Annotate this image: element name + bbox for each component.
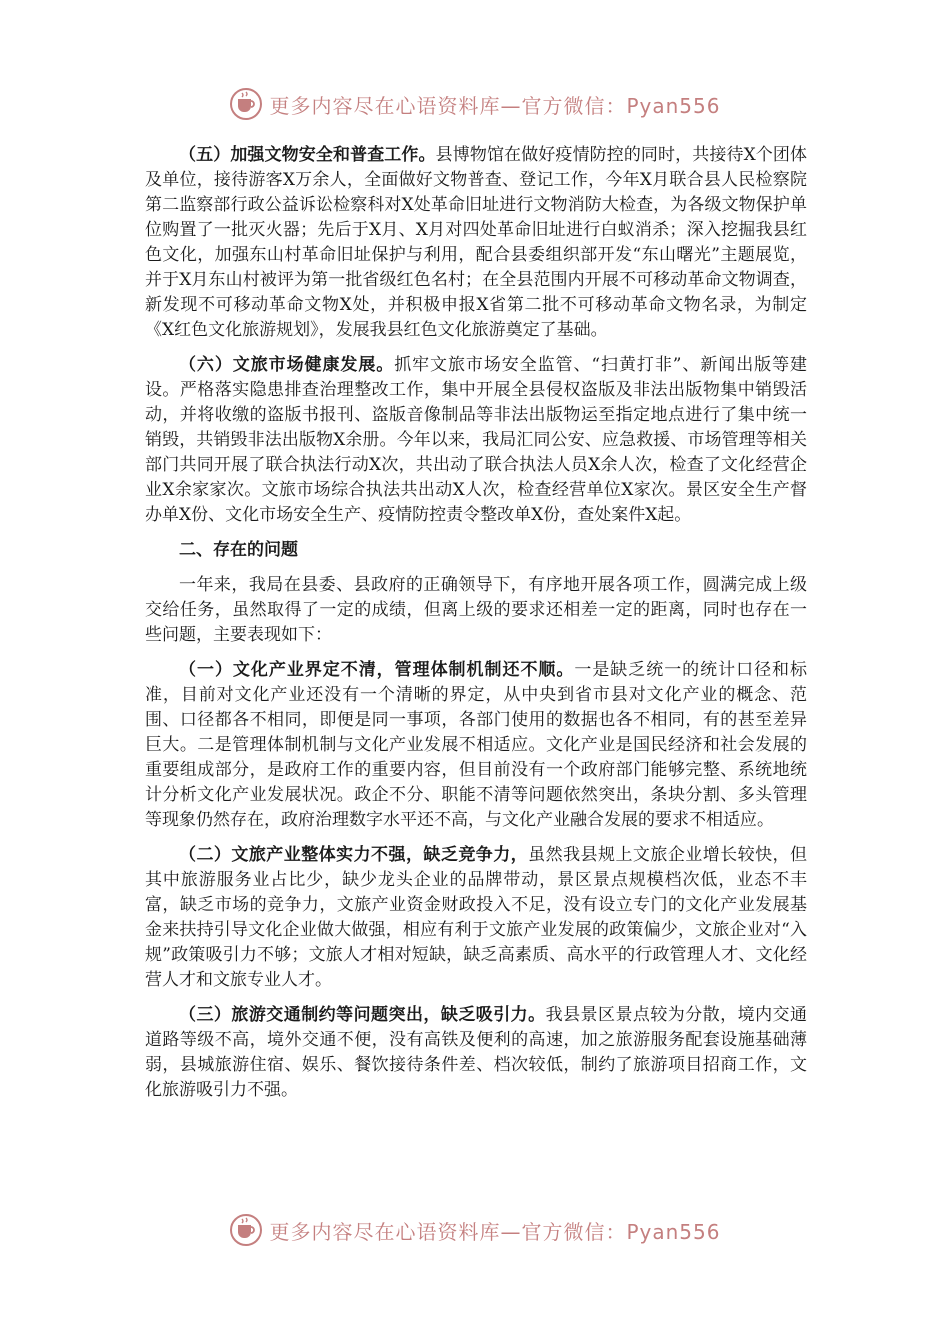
- document-body: [145, 143, 807, 1113]
- paragraph-lead: （五）加强文物安全和普查工作。: [179, 145, 436, 165]
- watermark-text: 更多内容尽在心语资料库—官方微信：Pyan556: [269, 93, 721, 118]
- paragraph-body: 县博物馆在做好疫情防控的同时，共接待X个团体及单位，接待游客X万余人，全面做好文物普查、登记工作，今年X月联合县人民检察院第二监察部行政公益诉讼检察科对X处革命旧址进行文物消防大检查，为各级文物保护单位购置了一批灭火器；先后于X月、X月对四处革命旧址进行白蚁消杀；深入挖掘我县红色文化，加强东山村革命旧址保护与利用，配合县委组织部开发“东山曙光”主题展览，并于X月东山村被评为第一批省级红色名村；在全县范围内开展不可移动革命文物调查，新发现不可移动革命文物X处，并积极申报X省第二批不可移动革命文物名录，为制定《X红色文化旅游规划》，发展我县红色文化旅游奠定了基础。: [145, 145, 807, 340]
- watermark-text: 更多内容尽在心语资料库—官方微信：Pyan556: [269, 1219, 721, 1244]
- problem-body: 虽然我县规上文旅企业增长较快，但其中旅游服务业占比少，缺少龙头企业的品牌带动，景区景点规模档次低，业态不丰富，缺乏市场的竞争力，文旅产业资金财政投入不足，没有设立专门的文化产业发展基金来扶持引导文化企业做大做强，相应有利于文旅产业发展的政策偏少，文旅企业对“入规”政策吸引力不够；文旅人才相对短缺，缺乏高素质、高水平的行政管理人才、文化经营人才和文旅专业人才。: [145, 845, 808, 990]
- problem-item: [145, 658, 807, 833]
- problem-item: [145, 1003, 807, 1103]
- intro-paragraph: 一年来，我局在县委、县政府的正确领导下，有序地开展各项工作，圆满完成上级交给任务，虽然取得了一定的成绩，但离上级的要求还相差一定的距离，同时也存在一些问题，主要表现如下：: [145, 575, 807, 645]
- header-watermark-banner: [0, 84, 950, 124]
- paragraph-cultural-relics: [145, 143, 807, 343]
- paragraph-body: 抓牢文旅市场安全监管、“扫黄打非”、新闻出版等建设。严格落实隐患排查治理整改工作，集中开展全县侵权盗版及非法出版物集中销毁活动，并将收缴的盗版书报刊、盗版音像制品等非法出版物运至指定地点进行了集中统一销毁，共销毁非法出版物X余册。今年以来，我局汇同公安、应急救援、市场管理等相关部门共同开展了联合执法行动X次，共出动了联合执法人员X余人次，检查了文化经营企业X余家家次。文旅市场综合执法共出动X人次，检查经营单位X家次。景区安全生产督办单X份、文化市场安全生产、疫情防控责令整改单X份，查处案件X起。: [145, 355, 807, 525]
- problem-lead: （一）文化产业界定不清，管理体制机制还不顺。: [179, 660, 575, 680]
- cup-logo-icon: [229, 1213, 263, 1247]
- cup-logo-icon: [229, 87, 263, 121]
- footer-watermark-banner: [0, 1210, 950, 1250]
- section-heading: 二、存在的问题: [179, 540, 298, 560]
- problem-item: [145, 843, 807, 993]
- problem-body: 我县景区景点较为分散，境内交通道路等级不高，境外交通不便，没有高铁及便利的高速，加之旅游服务配套设施基础薄弱，县城旅游住宿、娱乐、餐饮接待条件差、档次较低，制约了旅游项目招商工作，文化旅游吸引力不强。: [145, 1005, 808, 1100]
- problem-lead: （二）文旅产业整体实力不强，缺乏竞争力，: [179, 845, 529, 865]
- paragraph-tourism-market: [145, 353, 807, 528]
- paragraph-lead: （六）文旅市场健康发展。: [179, 355, 395, 375]
- problem-body: 一是缺乏统一的统计口径和标准，目前对文化产业还没有一个清晰的界定，从中央到省市县对文化产业的概念、范围、口径都各不相同，即便是同一事项，各部门使用的数据也各不相同，有的甚至差异巨大。二是管理体制机制与文化产业发展不相适应。文化产业是国民经济和社会发展的重要组成部分，是政府工作的重要内容，但目前没有一个政府部门能够完整、系统地统计分析文化产业发展状况。政企不分、职能不清等问题依然突出，条块分割、多头管理等现象仍然存在，政府治理数字水平还不高，与文化产业融合发展的要求不相适应。: [145, 660, 808, 830]
- problem-lead: （三）旅游交通制约等问题突出，缺乏吸引力。: [179, 1005, 546, 1025]
